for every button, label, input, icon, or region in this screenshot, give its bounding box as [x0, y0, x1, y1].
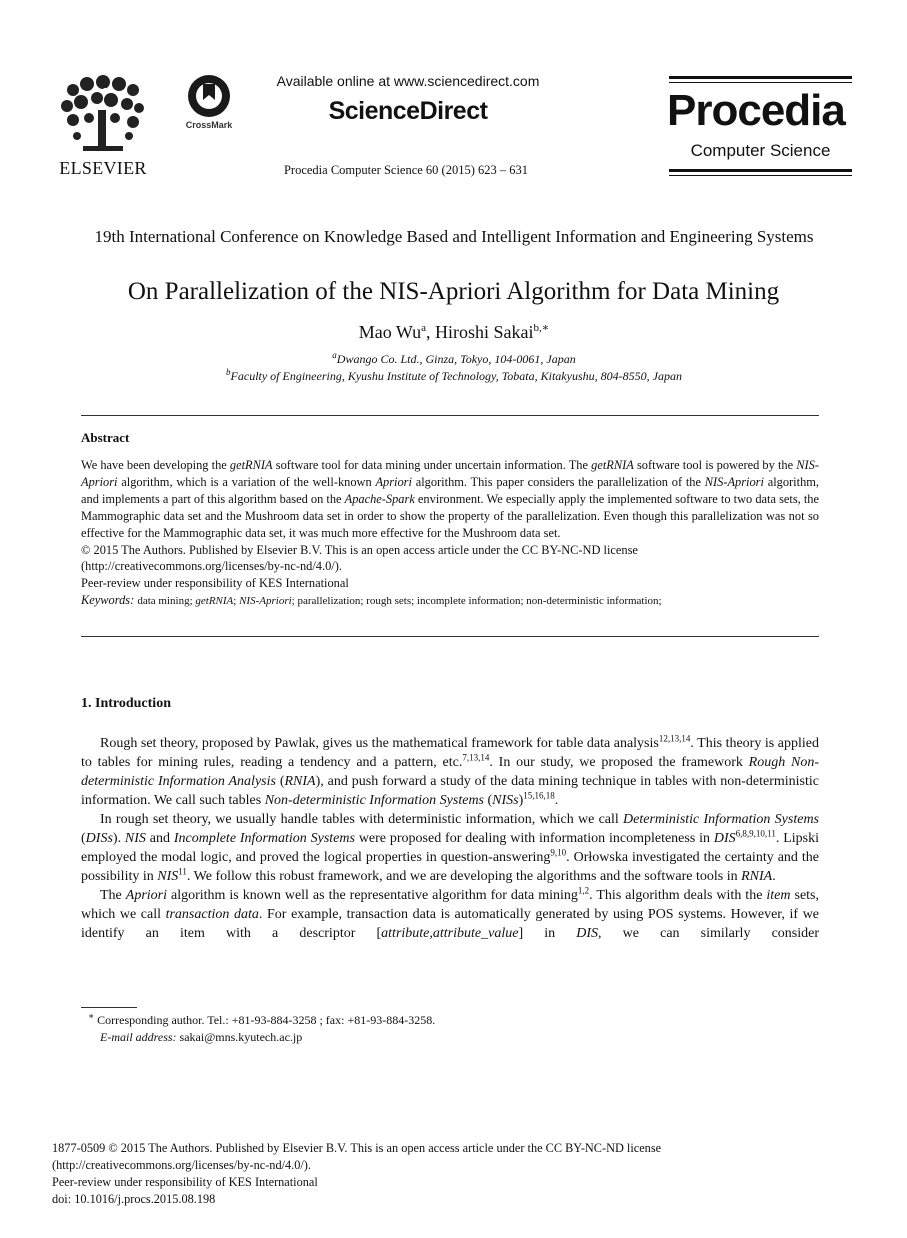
author-list — [81, 322, 827, 343]
procedia-logo — [669, 76, 852, 176]
introduction-body — [81, 734, 819, 943]
citation[interactable]: 6,8,9,10,11 — [735, 828, 776, 839]
procedia-top-rule — [669, 76, 852, 79]
procedia-wordmark: Procedia — [667, 86, 845, 135]
intro-paragraph: In rough set theory, we usually handle tables with deterministic information, which we call Deterministic Information Systems (DISs). NIS and Incomplete Information Systems were proposed for dealing with information incompleteness in DIS$^{6,8,9,10,11}$. Lipski employed the modal logic, and proved the logical properties in question-answering$^{9,10}$. Orłowska investigated the certainty and the possibility in NIS$^{11}$. We follow this robust framework, and we are developing the algorithms and the software tools in RNIA. — [81, 812, 820, 884]
citation[interactable]: 15,16,18 — [523, 790, 555, 801]
affiliation-text: Dwango Co. Ltd., Ginza, Tokyo, 104-0061, Japan — [336, 352, 576, 366]
author-separator: , — [426, 322, 436, 342]
procedia-bottom-rule — [669, 169, 852, 172]
peer-review-line: Peer-review under responsibility of KES International — [81, 576, 349, 591]
email-address[interactable]: sakai@mns.kyutech.ac.jp — [179, 1030, 303, 1044]
abstract-bottom-rule — [81, 636, 819, 637]
affiliation — [81, 352, 827, 367]
author-name: Mao Wu — [358, 322, 422, 342]
abstract-paragraph: We have been developing the getRNIA software tool for data mining under uncertain information. The getRNIA software tool is powered by the NIS-Apriori algorithm, which is a variation of the well-known Apriori algorithm. This paper considers the parallelization of the NIS-Apriori algorithm, and implements a part of this algorithm based on the Apache-Spark environment. We especially apply the implemented software to two data sets, the Mammographic data set and the Mushroom data set in order to show the property of the parallelization. Even though this parallelization was not so effective for the Mammographic data set, it was much more effective for the Mushroom data set. — [81, 458, 819, 540]
email-label: E-mail address: — [100, 1030, 177, 1044]
section-heading-introduction: 1. Introduction — [81, 696, 171, 711]
conference-name: 19th International Conference on Knowledge Based and Intelligent Information and Engineering Systems — [94, 227, 814, 246]
footer-license-link[interactable]: (http://creativecommons.org/licenses/by-nc-nd/4.0/). — [52, 1158, 311, 1172]
footnote-text: Corresponding author. Tel.: +81-93-884-3258 ; fax: +81-93-884-3258. — [97, 1013, 436, 1027]
crossmark-logo[interactable] — [179, 74, 239, 134]
paper-title: On Parallelization of the NIS-Apriori Algorithm for Data Mining — [127, 278, 780, 305]
affiliation — [81, 369, 827, 384]
citation[interactable]: 7,13,14 — [462, 752, 490, 763]
intro-paragraph: Rough set theory, proposed by Pawlak, gives us the mathematical framework for table data analysis$^{12,13,14}$. This theory is applied to tables for mining rules, reading a tendency and a pattern, etc.$^{7,13,14}$. In our study, we proposed the framework Rough Non-deterministic Information Analysis (RNIA), and push forward a study of the data mining technique in tables with non-deterministic information. We call such tables Non-deterministic Information Systems (NISs)$^{15,16,18}$. — [81, 733, 820, 808]
footnote-mark: ∗ — [88, 1011, 95, 1021]
abstract-heading: Abstract — [81, 430, 130, 445]
intro-paragraph: The Apriori algorithm is known well as the representative algorithm for data mining$^{1,2}$. This algorithm deals with the item sets, which we call transaction data. For example, transaction data is automatically generated by using POS systems. However, if we identify an item with a descriptor [attribute,attribute_value] in DIS, we can similarly consider — [81, 885, 820, 941]
available-online[interactable]: Available online at www.sciencedirect.com — [276, 73, 540, 89]
crossmark-label: CrossMark — [185, 120, 233, 130]
footer-peer-review: Peer-review under responsibility of KES International — [52, 1175, 318, 1189]
footnote-email — [100, 1030, 302, 1045]
citation[interactable]: 12,13,14 — [658, 733, 691, 744]
author-affiliation-mark: a — [421, 322, 427, 334]
copyright-line: © 2015 The Authors. Published by Elsevier B.V. This is an open access article under the CC BY-NC-ND license — [81, 542, 638, 557]
sciencedirect-logo: ScienceDirect — [328, 97, 488, 125]
author-affiliation-mark: b,∗ — [533, 322, 550, 334]
keywords-line: Keywords: data mining; getRNIA; NIS-Apriori; parallelization; rough sets; incomplete information; non-deterministic information; — [81, 593, 662, 608]
elsevier-logo — [53, 72, 153, 182]
elsevier-tree-icon — [53, 72, 153, 160]
affiliation-mark: a — [332, 350, 337, 360]
affiliation-text: Faculty of Engineering, Kyushu Institute of Technology, Tobata, Kitakyushu, 804-8550, Japan — [230, 369, 682, 383]
footer-doi[interactable]: doi: 10.1016/j.procs.2015.08.198 — [52, 1192, 216, 1206]
footer-issn-line: 1877-0509 © 2015 The Authors. Published by Elsevier B.V. This is an open access article under the CC BY-NC-ND license — [52, 1141, 662, 1155]
footnote-corresponding — [88, 1013, 435, 1028]
page-footer — [52, 1140, 852, 1208]
affiliation-mark: b — [226, 367, 231, 377]
procedia-top-rule-thin — [669, 82, 852, 83]
keywords-label: Keywords: — [81, 593, 135, 608]
abstract-body — [81, 457, 819, 610]
footnote-rule — [81, 1007, 137, 1008]
crossmark-icon — [179, 74, 239, 120]
citation[interactable]: 11 — [178, 866, 187, 877]
abstract-top-rule — [81, 415, 819, 416]
journal-reference: Procedia Computer Science 60 (2015) 623 – 631 — [283, 163, 529, 177]
citation[interactable]: 9,10 — [550, 847, 567, 858]
procedia-bottom-rule-thin — [669, 175, 852, 176]
license-link[interactable]: (http://creativecommons.org/licenses/by-nc-nd/4.0/). — [81, 559, 342, 574]
author-name: Hiroshi Sakai — [435, 322, 534, 342]
citation[interactable]: 1,2 — [577, 885, 590, 896]
procedia-subtitle: Computer Science — [690, 141, 831, 160]
elsevier-wordmark: ELSEVIER — [59, 158, 147, 178]
